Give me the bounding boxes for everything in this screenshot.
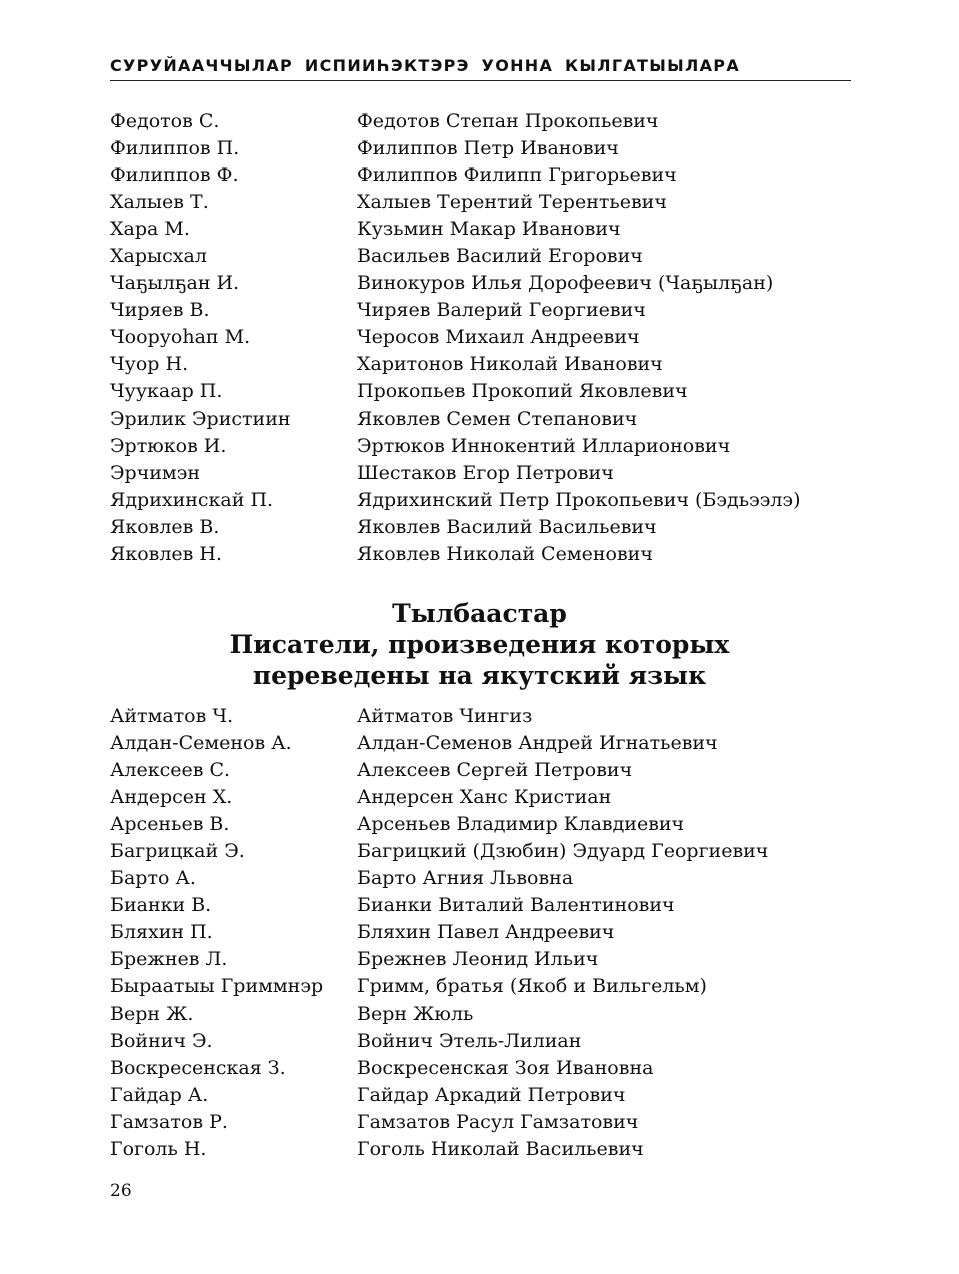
full-name: Винокуров Илья Дорофеевич (Чаҕылҕан) bbox=[357, 272, 774, 295]
full-name: Кузьмин Макар Иванович bbox=[357, 218, 621, 241]
pseudonym: Войнич Э. bbox=[110, 1029, 213, 1052]
full-name: Чиряев Валерий Георгиевич bbox=[357, 299, 646, 322]
full-name: Халыев Терентий Терентьевич bbox=[357, 191, 667, 214]
pseudonym: Алдан-Семенов А. bbox=[110, 732, 292, 755]
pseudonym: Гайдар А. bbox=[110, 1083, 209, 1106]
pseudonym: Чиряев В. bbox=[110, 299, 210, 322]
list-item bbox=[110, 324, 810, 351]
pseudonym: Хара М. bbox=[110, 218, 190, 241]
list-item bbox=[110, 351, 810, 378]
list-item bbox=[110, 1109, 810, 1136]
pseudonym: Филиппов П. bbox=[110, 137, 240, 160]
full-name: Прокопьев Прокопий Яковлевич bbox=[357, 380, 688, 403]
list-item bbox=[110, 1082, 810, 1109]
full-name: Айтматов Чингиз bbox=[357, 705, 533, 727]
list-item bbox=[110, 162, 810, 189]
list-item bbox=[110, 406, 810, 433]
header-rule bbox=[110, 80, 851, 81]
list-item bbox=[110, 189, 810, 216]
list-item bbox=[110, 433, 810, 460]
pseudonym: Брежнев Л. bbox=[110, 948, 228, 971]
list-item bbox=[110, 1055, 810, 1082]
full-name: Воскресенская Зоя Ивановна bbox=[357, 1056, 654, 1079]
pseudonym: Чаҕылҕан И. bbox=[110, 272, 240, 295]
pseudonym: Айтматов Ч. bbox=[110, 705, 234, 727]
list-item bbox=[110, 838, 810, 865]
pseudonym: Чуукаар П. bbox=[110, 380, 223, 403]
pseudonym: Арсеньев В. bbox=[110, 813, 230, 836]
list-item bbox=[110, 135, 810, 162]
author-list-top bbox=[110, 108, 810, 568]
list-item bbox=[110, 487, 810, 514]
list-item bbox=[110, 973, 810, 1000]
list-item bbox=[110, 703, 810, 730]
pseudonym: Андерсен Х. bbox=[110, 786, 233, 809]
full-name: Бляхин Павел Андреевич bbox=[357, 921, 615, 944]
pseudonym: Чооруоһап М. bbox=[110, 326, 251, 349]
running-title: СУРУЙААЧЧЫЛАР ИСПИИҺЭКТЭРЭ УОННА КЫЛГАТЫЫЛАРА bbox=[110, 56, 740, 75]
list-item bbox=[110, 514, 810, 541]
full-name: Шестаков Егор Петрович bbox=[357, 461, 614, 484]
list-item bbox=[110, 919, 810, 946]
pseudonym: Чуор Н. bbox=[110, 353, 189, 376]
list-item bbox=[110, 297, 810, 324]
full-name: Ядрихинский Петр Прокопьевич (Бэдьээлэ) bbox=[357, 488, 801, 511]
full-name: Яковлев Семен Степанович bbox=[357, 407, 638, 430]
full-name: Багрицкий (Дзюбин) Эдуард Георгиевич bbox=[357, 840, 769, 863]
list-item bbox=[110, 784, 810, 811]
list-item bbox=[110, 216, 810, 243]
pseudonym: Харысхал bbox=[110, 245, 207, 268]
pseudonym: Федотов С. bbox=[110, 110, 220, 132]
list-item bbox=[110, 811, 810, 838]
pseudonym: Эрилик Эристиин bbox=[110, 407, 291, 430]
pseudonym: Барто А. bbox=[110, 867, 196, 890]
list-item bbox=[110, 1001, 810, 1028]
pseudonym: Алексеев С. bbox=[110, 759, 231, 782]
pseudonym: Эртюков И. bbox=[110, 434, 227, 457]
list-item bbox=[110, 378, 810, 405]
full-name: Брежнев Леонид Ильич bbox=[357, 948, 599, 971]
full-name: Андерсен Ханс Кристиан bbox=[357, 786, 612, 809]
pseudonym: Бляхин П. bbox=[110, 921, 213, 944]
full-name: Бианки Виталий Валентинович bbox=[357, 894, 675, 917]
full-name: Гайдар Аркадий Петрович bbox=[357, 1083, 626, 1106]
full-name: Филиппов Петр Иванович bbox=[357, 137, 619, 160]
list-item bbox=[110, 757, 810, 784]
full-name: Харитонов Николай Иванович bbox=[357, 353, 663, 376]
section-subtitle-line-1: Писатели, произведения которых bbox=[229, 630, 730, 659]
list-item bbox=[110, 270, 810, 297]
list-item bbox=[110, 460, 810, 487]
full-name: Войнич Этель-Лилиан bbox=[357, 1029, 582, 1052]
full-name: Филиппов Филипп Григорьевич bbox=[357, 164, 677, 187]
author-list-bottom bbox=[110, 703, 810, 1163]
list-item bbox=[110, 730, 810, 757]
full-name: Яковлев Николай Семенович bbox=[357, 542, 653, 565]
list-item bbox=[110, 541, 810, 568]
full-name: Черосов Михаил Андреевич bbox=[357, 326, 640, 349]
pseudonym: Яковлев Н. bbox=[110, 542, 223, 565]
pseudonym: Багрицкай Э. bbox=[110, 840, 245, 863]
pseudonym: Халыев Т. bbox=[110, 191, 209, 214]
list-item bbox=[110, 946, 810, 973]
list-item bbox=[110, 1136, 810, 1163]
full-name: Барто Агния Львовна bbox=[357, 867, 574, 890]
pseudonym: Филиппов Ф. bbox=[110, 164, 239, 187]
full-name: Гоголь Николай Васильевич bbox=[357, 1137, 644, 1160]
full-name: Гамзатов Расул Гамзатович bbox=[357, 1110, 639, 1133]
full-name: Яковлев Василий Васильевич bbox=[357, 515, 657, 538]
pseudonym: Бианки В. bbox=[110, 894, 212, 917]
full-name: Алексеев Сергей Петрович bbox=[357, 759, 633, 782]
pseudonym: Ядрихинскай П. bbox=[110, 488, 274, 511]
list-item bbox=[110, 1028, 810, 1055]
full-name: Алдан-Семенов Андрей Игнатьевич bbox=[357, 732, 718, 755]
pseudonym: Гоголь Н. bbox=[110, 1137, 207, 1160]
pseudonym: Верн Ж. bbox=[110, 1002, 194, 1025]
pseudonym: Быраатыы Гриммнэр bbox=[110, 975, 324, 998]
list-item bbox=[110, 243, 810, 270]
list-item bbox=[110, 865, 810, 892]
full-name: Гримм, братья (Якоб и Вильгельм) bbox=[357, 975, 707, 998]
pseudonym: Яковлев В. bbox=[110, 515, 220, 538]
list-item bbox=[110, 892, 810, 919]
pseudonym: Воскресенская З. bbox=[110, 1056, 286, 1079]
section-subtitle-line-2: переведены на якутский язык bbox=[252, 661, 707, 690]
pseudonym: Гамзатов Р. bbox=[110, 1110, 228, 1133]
full-name: Васильев Василий Егорович bbox=[357, 245, 643, 268]
full-name: Эртюков Иннокентий Илларионович bbox=[357, 434, 731, 457]
full-name: Федотов Степан Прокопьевич bbox=[357, 110, 659, 132]
full-name: Арсеньев Владимир Клавдиевич bbox=[357, 813, 685, 836]
pseudonym: Эрчимэн bbox=[110, 461, 201, 484]
list-item bbox=[110, 108, 810, 135]
full-name: Верн Жюль bbox=[357, 1002, 474, 1025]
page-number: 26 bbox=[110, 1181, 132, 1201]
section-title: Тылбаастар bbox=[392, 599, 567, 628]
